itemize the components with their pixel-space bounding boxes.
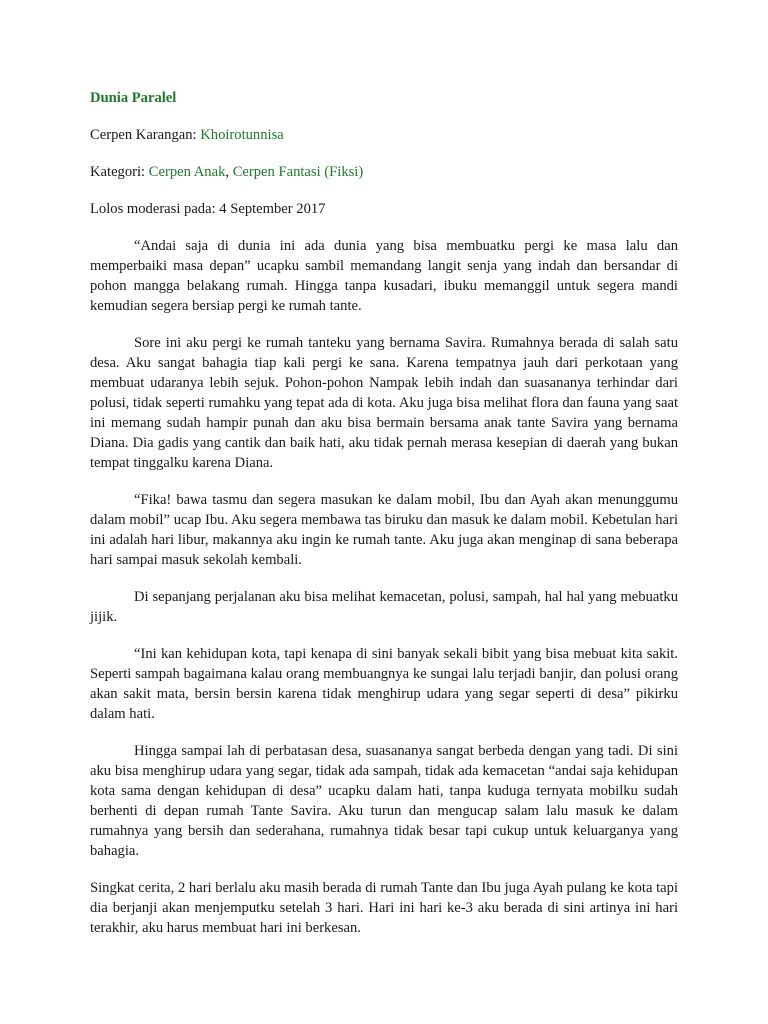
story-paragraph: Singkat cerita, 2 hari berlalu aku masih berada di rumah Tante dan Ibu juga Ayah pulang ke kota tapi dia berjanji akan menjemputku setelah 3 hari. Hari ini hari ke-3 aku berada di sini artinya ini hari terakhir, aku harus membuat hari ini berkesan. <box>90 880 678 936</box>
story-paragraph: “Andai saja di dunia ini ada dunia yang bisa membuatku pergi ke masa lalu dan memperbaiki masa depan” ucapku sambil memandang langit senja yang indah dan bersandar di pohon mangga belakang rumah. Hingga tanpa kusadari, ibuku memanggil untuk segera mandi kemudian segera bersiap pergi ke rumah tante. <box>90 238 678 314</box>
story-paragraph: Di sepanjang perjalanan aku bisa melihat kemacetan, polusi, sampah, hal hal yang mebuatku jijik. <box>90 589 678 625</box>
category-link-fantasi[interactable]: Cerpen Fantasi (Fiksi) <box>232 164 364 180</box>
story-paragraph: Hingga sampai lah di perbatasan desa, suasananya sangat berbeda dengan yang tadi. Di sini aku bisa menghirup udara yang segar, tidak ada sampah, tidak ada kemacetan “andai saja kehidupan kota sama dengan kehidupan di desa” ucapku dalam hati, tanpa kuduga ternyata mobilku sudah berhenti di depan rumah Tante Savira. Aku turun dan mengucap salam lalu masuk ke dalam rumahnya yang bersih dan sederahana, rumahnya tidak besar tapi cukup untuk keluarganya yang bahagia. <box>90 743 678 859</box>
author-line <box>90 125 678 145</box>
story-title: Dunia Paralel <box>90 90 177 106</box>
story-paragraph: Sore ini aku pergi ke rumah tanteku yang bernama Savira. Rumahnya berada di salah satu desa. Aku sangat bahagia tiap kali pergi ke sana. Karena tempatnya jauh dari perkotaan yang membuat udaranya lebih sejuk. Pohon-pohon Nampak lebih indah dan suasananya terhindar dari polusi, tidak seperti rumahku yang tepat ada di kota. Aku juga bisa melihat flora dan fauna yang saat ini memang sudah hampir punah dan aku bisa bermain bersama anak tante Savira yang bernama Diana. Dia gadis yang cantik dan baik hati, aku tidak pernah merasa kesepian di daerah yang bukan tempat tinggalku karena Diana. <box>90 335 678 471</box>
story-paragraph: “Fika! bawa tasmu dan segera masukan ke dalam mobil, Ibu dan Ayah akan menunggumu dalam mobil” ucap Ibu. Aku segera membawa tas biruku dan masuk ke dalam mobil. Kebetulan hari ini adalah hari libur, makannya aku ingin ke rumah tante. Aku juga akan menginap di sana beberapa hari sampai masuk sekolah kembali. <box>90 492 678 568</box>
category-label: Kategori: <box>90 164 146 180</box>
category-separator: , <box>225 164 233 180</box>
category-link-anak[interactable]: Cerpen Anak <box>148 164 226 180</box>
moderation-date: Lolos moderasi pada: 4 September 2017 <box>90 201 326 217</box>
story-paragraph: “Ini kan kehidupan kota, tapi kenapa di sini banyak sekali bibit yang bisa mebuat kita sakit. Seperti sampah bagaimana kalau orang membuangnya ke sungai lalu terjadi banjir, dan polusi orang akan sakit mata, bersin bersin karena tidak menghirup udara yang segar seperti di desa” pikirku dalam hati. <box>90 646 678 722</box>
author-label: Cerpen Karangan: <box>90 127 197 143</box>
author-name-link[interactable]: Khoirotunnisa <box>200 127 284 143</box>
category-line <box>90 162 678 182</box>
document-page <box>90 88 678 955</box>
